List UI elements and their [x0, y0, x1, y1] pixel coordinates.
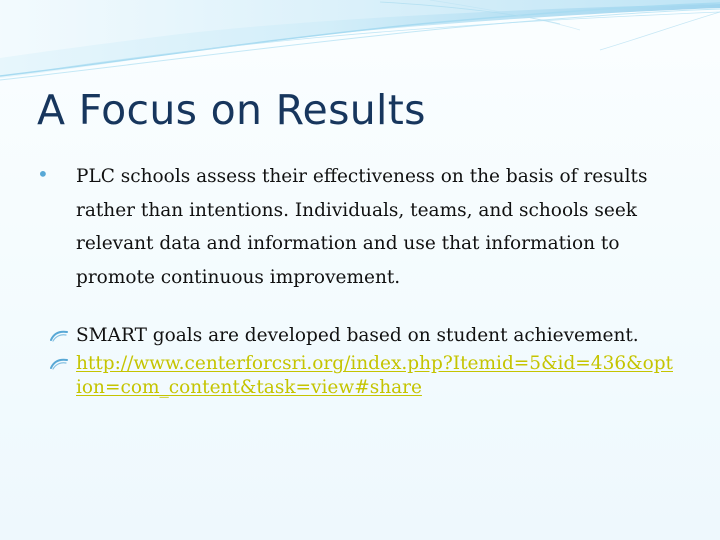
sub-bullet-item — [50, 324, 690, 348]
sub-bullet-list — [50, 324, 690, 404]
resource-link[interactable]: http://www.centerforcsri.org/index.php?Itemid=5&id=436&option=com_content&task=view#share — [76, 353, 673, 398]
slide-title: A Focus on Results — [37, 86, 426, 134]
sub-bullet-item — [50, 352, 690, 400]
swoosh-bullet-icon — [50, 358, 68, 370]
dot-bullet-icon: • — [37, 162, 49, 186]
swoosh-bullet-icon — [50, 330, 68, 342]
main-bullet-text: PLC schools assess their effectiveness on the basis of results rather than intentions. Individuals, teams, and schools seek relevant data and information and use that information to promote continuous improvement. — [76, 166, 648, 288]
decorative-wave-banner — [0, 0, 720, 90]
sub-bullet-text: SMART goals are developed based on student achievement. — [76, 325, 639, 346]
